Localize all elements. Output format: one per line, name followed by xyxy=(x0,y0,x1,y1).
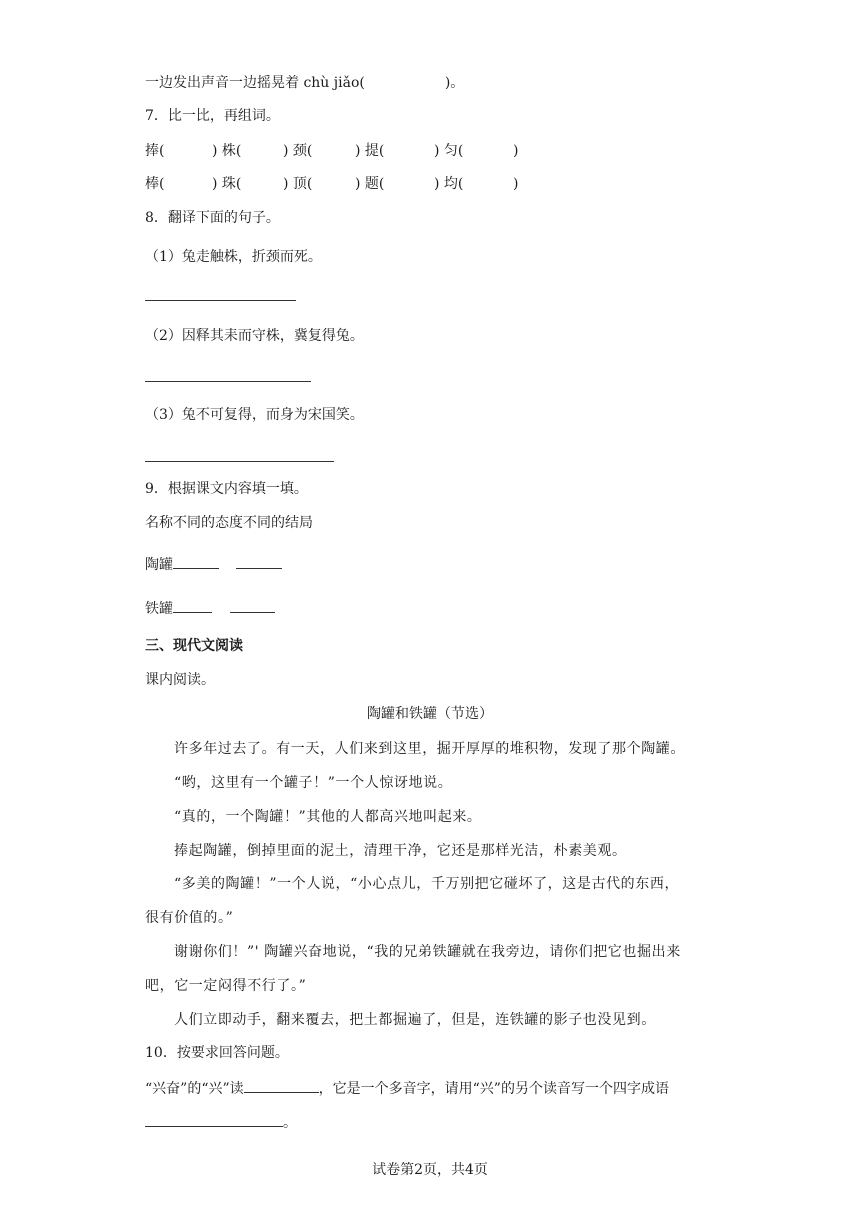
passage-para-6a: 谢谢你们！”' 陶罐兴奋地说，“我的兄弟铁罐就在我旁边，请你们把它也掘出来 xyxy=(174,944,681,960)
q9-row1-blank-1[interactable] xyxy=(173,553,219,569)
q10-idiom-blank[interactable] xyxy=(145,1111,283,1127)
q6-tail-close: )。 xyxy=(444,75,465,91)
q8-item-3: （3）兔不可复得，而身为宋国笑。 xyxy=(145,407,364,423)
page-footer: 试卷第2页，共4页 xyxy=(372,1162,488,1178)
q9-row2-blank-1[interactable] xyxy=(173,597,212,613)
q9-header: 名称不同的态度不同的结局 xyxy=(145,515,313,531)
q7-r2-c2[interactable]: ) 珠( xyxy=(212,176,242,192)
q7-r1-c5[interactable]: ) 匀( xyxy=(434,143,464,159)
q10-part2: ，它是一个多音字，请用“兴”的另个读音写一个四字成语 xyxy=(318,1081,669,1097)
passage-title: 陶罐和铁罐（节选） xyxy=(367,706,493,722)
q9-row-tieguan xyxy=(145,597,275,619)
q9-row2-blank-2[interactable] xyxy=(230,597,275,613)
q10-line-2 xyxy=(145,1111,297,1133)
q6-tail-text: 一边发出声音一边摇晃着 chù jiǎo( xyxy=(145,75,365,91)
q10-title: 10．按要求回答问题。 xyxy=(145,1045,289,1061)
passage-para-3: “真的，一个陶罐！”其他的人都高兴地叫起来。 xyxy=(174,809,482,825)
q8-item-2: （2）因释其耒而守株，冀复得兔。 xyxy=(145,328,364,344)
q9-title: 9．根据课文内容填一填。 xyxy=(145,481,308,497)
passage-para-6b: 吧，它一定闷得不行了。” xyxy=(145,978,307,994)
q9-row1-label: 陶罐 xyxy=(145,557,173,573)
q10-part1: “兴奋”的“兴”读 xyxy=(145,1081,244,1097)
q7-r2-c1[interactable]: 棒( xyxy=(145,176,165,192)
q7-row-1 xyxy=(145,141,518,161)
q6-tail-line xyxy=(145,72,464,93)
q8-item-1: （1）兔走触株，折颈而死。 xyxy=(145,249,322,265)
q9-row1-blank-2[interactable] xyxy=(236,553,282,569)
q8-title: 8．翻译下面的句子。 xyxy=(145,210,280,226)
passage-para-5a: “多美的陶罐！”一个人说，“小心点儿，千万别把它碰坏了，这是古代的东西， xyxy=(174,876,680,892)
q10-line-1 xyxy=(145,1077,669,1099)
q7-r2-c5[interactable]: ) 均( xyxy=(434,176,464,192)
passage-para-7: 人们立即动手，翻来覆去，把土都掘遍了，但是，连铁罐的影子也没见到。 xyxy=(174,1012,656,1028)
passage-para-5b: 很有价值的。” xyxy=(145,910,234,926)
q7-row-2 xyxy=(145,174,518,194)
passage-para-1: 许多年过去了。有一天，人们来到这里，掘开厚厚的堆积物，发现了那个陶罐。 xyxy=(174,741,685,757)
q10-end: 。 xyxy=(283,1115,297,1131)
passage-para-2: “哟，这里有一个罐子！”一个人惊讶地说。 xyxy=(174,775,453,791)
q7-r1-c2[interactable]: ) 株( xyxy=(212,143,242,159)
q7-title: 7．比一比，再组词。 xyxy=(145,108,280,124)
q7-r1-c1[interactable]: 捧( xyxy=(145,143,165,159)
q7-r2-c6: ) xyxy=(513,176,519,192)
q9-row-taoguan xyxy=(145,553,282,575)
q7-r1-c3[interactable]: ) 颈( xyxy=(283,143,313,159)
q10-pinyin-blank[interactable] xyxy=(244,1077,319,1093)
q8-answer-line-2[interactable] xyxy=(145,381,311,382)
q8-answer-line-3[interactable] xyxy=(145,461,334,462)
q9-row2-label: 铁罐 xyxy=(145,601,173,617)
q8-answer-line-1[interactable] xyxy=(145,300,296,301)
q7-r1-c6: ) xyxy=(513,143,519,159)
q6-answer-space[interactable] xyxy=(365,72,445,87)
q7-r2-c4[interactable]: ) 题( xyxy=(355,176,385,192)
section-3-heading: 三、现代文阅读 xyxy=(145,638,243,654)
passage-para-4: 捧起陶罐，倒掉里面的泥土，清理干净，它还是那样光洁，朴素美观。 xyxy=(174,843,627,859)
q7-r2-c3[interactable]: ) 顶( xyxy=(283,176,313,192)
section-3-subtitle: 课内阅读。 xyxy=(145,672,215,688)
q7-r1-c4[interactable]: ) 提( xyxy=(355,143,385,159)
